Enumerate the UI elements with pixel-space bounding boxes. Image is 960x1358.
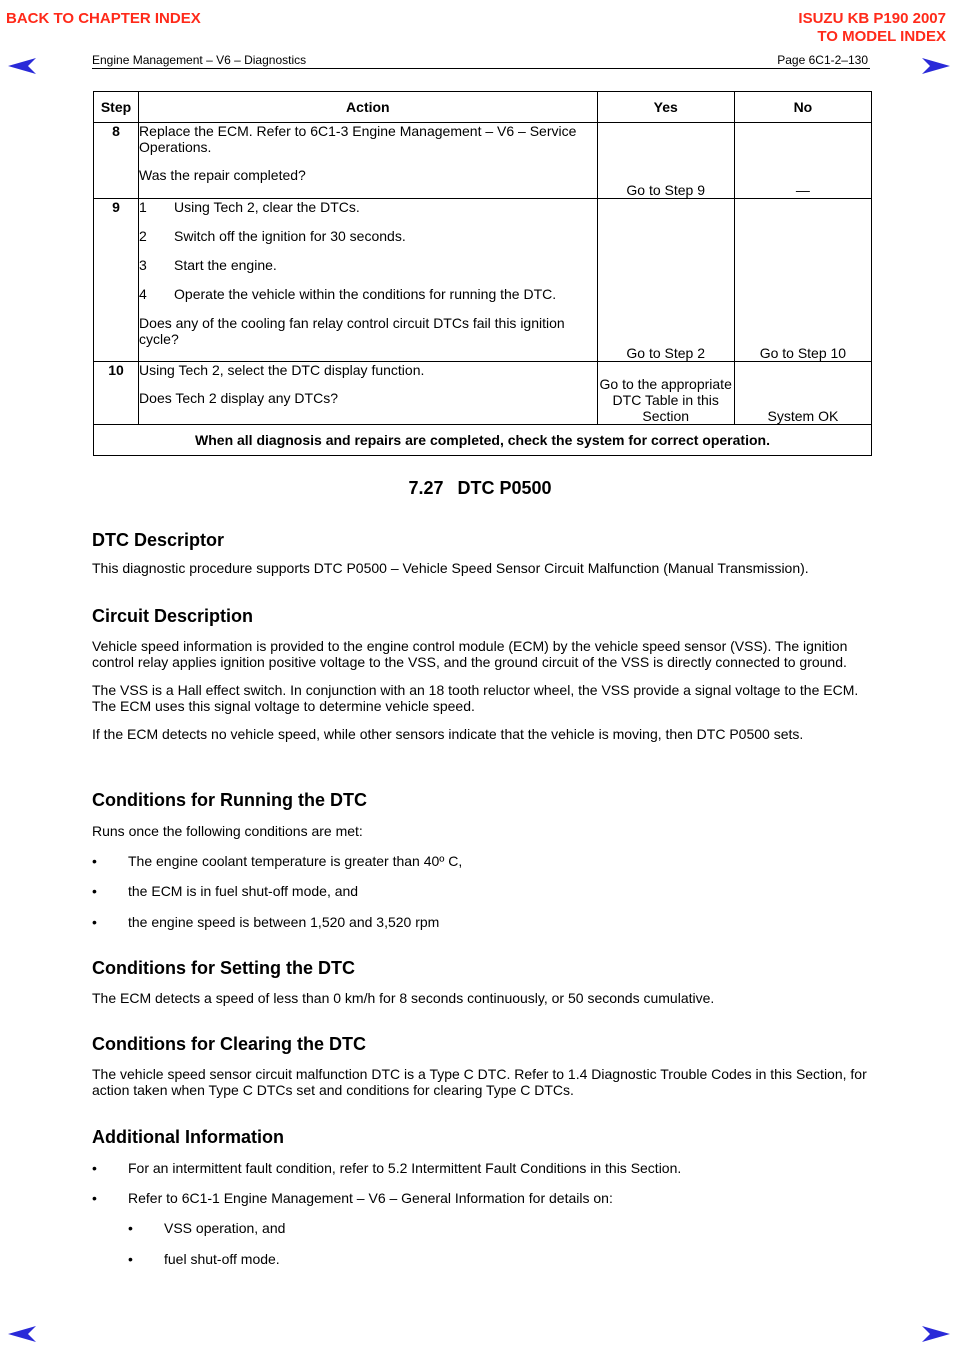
running-conditions-heading: Conditions for Running the DTC: [92, 790, 367, 810]
item-number: 4: [139, 286, 147, 302]
list-item: [92, 1190, 872, 1206]
table-footer-row: [94, 425, 872, 456]
no-result: System OK: [734, 362, 871, 425]
item-text: Start the engine.: [174, 257, 277, 273]
next-page-arrow-bottom-icon[interactable]: [922, 1326, 950, 1342]
list-item: [92, 853, 872, 869]
bullet-icon: •: [92, 1190, 97, 1206]
action-question: Does Tech 2 display any DTCs?: [139, 390, 338, 406]
circuit-description-heading: Circuit Description: [92, 606, 254, 626]
numbered-item: [139, 257, 597, 273]
yes-result: Go to Step 2: [597, 199, 734, 362]
table-row: [94, 199, 872, 362]
item-text: Switch off the ignition for 30 seconds.: [174, 228, 406, 244]
step-action: [139, 199, 598, 362]
list-item: [92, 1160, 872, 1176]
dtc-descriptor-section: [92, 529, 872, 576]
paragraph: The VSS is a Hall effect switch. In conjunction with an 18 tooth reluctor wheel, the VSS provide a signal voltage to the ECM. The ECM uses this signal voltage to determine vehicle speed.: [92, 682, 859, 714]
bullet-icon: •: [92, 883, 97, 899]
step-number: 9: [94, 199, 139, 362]
action-question: Was the repair completed?: [139, 167, 306, 183]
sub-list-item: [92, 1251, 872, 1267]
paragraph: Vehicle speed information is provided to the engine control module (ECM) by the vehicle speed sensor (VSS). The ignition control relay applies ignition positive voltage to the VSS, and the ground circuit of the VSS is directly connected to ground.: [92, 638, 848, 670]
paragraph: If the ECM detects no vehicle speed, while other sensors indicate that the vehicle is moving, then DTC P0500 sets.: [92, 726, 804, 742]
diagnostic-steps-table: [93, 91, 872, 456]
no-result: —: [734, 123, 871, 199]
step-action: [139, 362, 598, 425]
column-header-yes: Yes: [597, 92, 734, 123]
table-row: [94, 123, 872, 199]
yes-result: Go to the appropriate DTC Table in this Section: [597, 362, 734, 425]
additional-information-section: [92, 1126, 872, 1267]
list-item-text: Refer to 6C1-1 Engine Management – V6 – General Information for details on:: [128, 1190, 613, 1206]
previous-page-arrow-icon[interactable]: [8, 58, 36, 74]
section-title: [0, 478, 960, 499]
column-header-no: No: [734, 92, 871, 123]
dtc-descriptor-heading: DTC Descriptor: [92, 530, 225, 550]
model-title: ISUZU KB P190 2007: [798, 10, 946, 27]
list-item-text: fuel shut-off mode.: [164, 1251, 280, 1267]
numbered-item: [139, 228, 597, 244]
column-header-step: Step: [94, 92, 139, 123]
action-text: Replace the ECM. Refer to 6C1-3 Engine Management – V6 – Service Operations.: [139, 123, 577, 155]
list-item: [92, 914, 872, 930]
setting-conditions-text: The ECM detects a speed of less than 0 km/h for 8 seconds continuously, or 50 seconds cumulative.: [92, 990, 715, 1006]
model-index-label: TO MODEL INDEX: [817, 28, 946, 45]
list-item-text: the ECM is in fuel shut-off mode, and: [128, 883, 359, 899]
item-text: Using Tech 2, clear the DTCs.: [174, 199, 360, 215]
additional-information-heading: Additional Information: [92, 1127, 284, 1147]
setting-conditions-section: [92, 957, 872, 1006]
list-item-text: The engine coolant temperature is greater than 40º C,: [128, 853, 463, 869]
item-number: 3: [139, 257, 147, 273]
section-title-text: DTC P0500: [457, 478, 552, 498]
step-action: [139, 123, 598, 199]
table-footer-note: When all diagnosis and repairs are completed, check the system for correct operation.: [94, 425, 872, 456]
running-conditions-section: [92, 789, 872, 930]
item-number: 2: [139, 228, 147, 244]
step-number: 8: [94, 123, 139, 199]
table-row: [94, 362, 872, 425]
numbered-item: [139, 286, 597, 302]
no-result: Go to Step 10: [734, 199, 871, 362]
header-title: Engine Management – V6 – Diagnostics: [92, 53, 307, 67]
action-question: Does any of the cooling fan relay control circuit DTCs fail this ignition cycle?: [139, 315, 565, 347]
back-to-chapter-index-link[interactable]: BACK TO CHAPTER INDEX: [6, 10, 201, 27]
section-number: 7.27: [408, 478, 444, 498]
page-number: Page 6C1-2–130: [777, 53, 868, 67]
bullet-icon: •: [128, 1251, 133, 1267]
column-header-action: Action: [139, 92, 598, 123]
list-item-text: VSS operation, and: [164, 1220, 286, 1236]
clearing-conditions-text: The vehicle speed sensor circuit malfunction DTC is a Type C DTC. Refer to 1.4 Diagnostic Trouble Codes in this Section, for action taken when Type C DTCs set and conditions for clearing Type C DTCs.: [92, 1066, 867, 1098]
item-text: Operate the vehicle within the conditions for running the DTC.: [174, 286, 557, 302]
previous-page-arrow-bottom-icon[interactable]: [8, 1326, 36, 1342]
header-divider: [92, 68, 870, 69]
item-number: 1: [139, 199, 147, 215]
bullet-icon: •: [128, 1220, 133, 1236]
list-item-text: For an intermittent fault condition, refer to 5.2 Intermittent Fault Conditions in this Section.: [128, 1160, 682, 1176]
list-item: [92, 883, 872, 899]
action-text: Using Tech 2, select the DTC display function.: [139, 362, 425, 378]
table-header-row: [94, 92, 872, 123]
list-item-text: the engine speed is between 1,520 and 3,520 rpm: [128, 914, 440, 930]
bullet-icon: •: [92, 914, 97, 930]
next-page-arrow-icon[interactable]: [922, 58, 950, 74]
clearing-conditions-heading: Conditions for Clearing the DTC: [92, 1034, 366, 1054]
bullet-icon: •: [92, 853, 97, 869]
sub-list-item: [92, 1220, 872, 1236]
bullet-icon: •: [92, 1160, 97, 1176]
yes-result: Go to Step 9: [597, 123, 734, 199]
to-model-index-link[interactable]: [798, 10, 946, 46]
running-conditions-intro: Runs once the following conditions are met:: [92, 823, 363, 839]
circuit-description-section: [92, 605, 872, 742]
clearing-conditions-section: [92, 1033, 872, 1098]
setting-conditions-heading: Conditions for Setting the DTC: [92, 958, 355, 978]
numbered-item: [139, 199, 597, 215]
step-number: 10: [94, 362, 139, 425]
dtc-descriptor-text: This diagnostic procedure supports DTC P0500 – Vehicle Speed Sensor Circuit Malfunction (Manual Transmission).: [92, 560, 809, 576]
